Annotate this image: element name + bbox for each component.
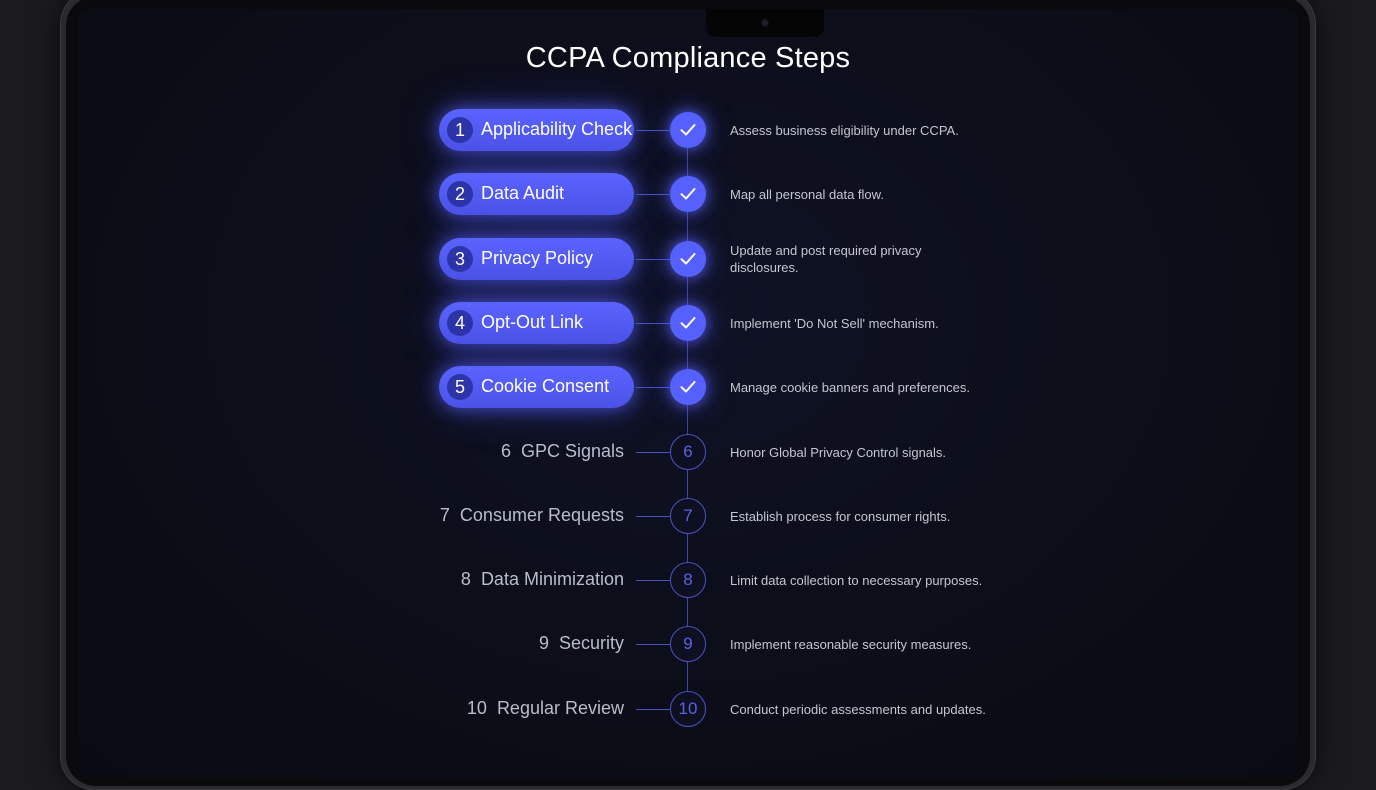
step-description: Limit data collection to necessary purposes.	[730, 572, 983, 588]
step-4-button[interactable]	[439, 302, 634, 344]
number-node[interactable]: 6	[670, 434, 706, 470]
step-label: Cookie Consent	[481, 376, 610, 396]
step-number: 10	[466, 698, 487, 718]
step-2-button[interactable]	[439, 173, 634, 215]
connector-line	[636, 130, 670, 131]
step-5	[0, 366, 1376, 410]
number-node[interactable]: 7	[670, 498, 706, 534]
step-number: 6	[500, 441, 511, 461]
connector-line	[636, 709, 670, 710]
step-1	[0, 109, 1376, 153]
step-3-button[interactable]	[439, 238, 634, 280]
check-node[interactable]	[670, 241, 706, 277]
step-label: Security	[558, 633, 624, 653]
step-description: Conduct periodic assessments and updates.	[730, 701, 986, 717]
step-description: Establish process for consumer rights.	[730, 508, 951, 524]
connector-line	[636, 580, 670, 581]
check-icon	[680, 380, 696, 394]
number-node[interactable]: 8	[670, 562, 706, 598]
step-description: Manage cookie banners and preferences.	[730, 379, 970, 395]
step-description: Implement 'Do Not Sell' mechanism.	[730, 315, 939, 331]
step-6-label-group[interactable]	[501, 441, 624, 462]
check-icon	[680, 187, 696, 201]
connector-line	[636, 323, 670, 324]
step-number: 7	[439, 505, 450, 525]
step-label: Data Audit	[481, 183, 565, 203]
step-label: Regular Review	[496, 698, 624, 718]
step-description: Update and post required privacy disclosures.	[730, 243, 922, 275]
step-8-label-group[interactable]	[461, 569, 624, 590]
step-description: Assess business eligibility under CCPA.	[730, 122, 959, 138]
step-number: 9	[538, 633, 549, 653]
step-1-button[interactable]	[439, 109, 634, 151]
step-9	[0, 623, 1376, 667]
step-number: 5	[447, 374, 473, 400]
connector-line	[636, 194, 670, 195]
step-description: Map all personal data flow.	[730, 186, 884, 202]
step-3	[0, 238, 1376, 282]
step-description: Honor Global Privacy Control signals.	[730, 444, 947, 460]
step-label: Applicability Check	[481, 119, 633, 139]
camera-notch	[706, 9, 824, 37]
step-8	[0, 559, 1376, 603]
check-icon	[680, 316, 696, 330]
step-10-label-group[interactable]	[467, 698, 624, 719]
step-label: Data Minimization	[480, 569, 624, 589]
step-number: 8	[460, 569, 471, 589]
step-number: 4	[447, 310, 473, 336]
step-label: Consumer Requests	[459, 505, 624, 525]
step-5-button[interactable]	[439, 366, 634, 408]
step-label: GPC Signals	[520, 441, 624, 461]
step-7	[0, 495, 1376, 539]
step-9-label-group[interactable]	[539, 633, 624, 654]
step-number: 3	[447, 246, 473, 272]
connector-line	[636, 259, 670, 260]
step-label: Privacy Policy	[481, 248, 594, 268]
step-6	[0, 431, 1376, 475]
step-label: Opt-Out Link	[481, 312, 584, 332]
check-node[interactable]	[670, 112, 706, 148]
step-10	[0, 688, 1376, 732]
check-node[interactable]	[670, 305, 706, 341]
step-7-label-group[interactable]	[440, 505, 624, 526]
step-description: Implement reasonable security measures.	[730, 636, 972, 652]
step-number: 1	[447, 117, 473, 143]
camera-icon	[762, 20, 768, 26]
check-icon	[680, 252, 696, 266]
connector-line	[636, 516, 670, 517]
page-title: CCPA Compliance Steps	[525, 42, 851, 74]
connector-line	[636, 387, 670, 388]
number-node[interactable]: 10	[670, 691, 706, 727]
step-number: 2	[447, 181, 473, 207]
step-4	[0, 302, 1376, 346]
connector-line	[636, 644, 670, 645]
step-2	[0, 173, 1376, 217]
check-node[interactable]	[670, 369, 706, 405]
check-icon	[680, 123, 696, 137]
check-node[interactable]	[670, 176, 706, 212]
connector-line	[636, 452, 670, 453]
number-node[interactable]: 9	[670, 626, 706, 662]
